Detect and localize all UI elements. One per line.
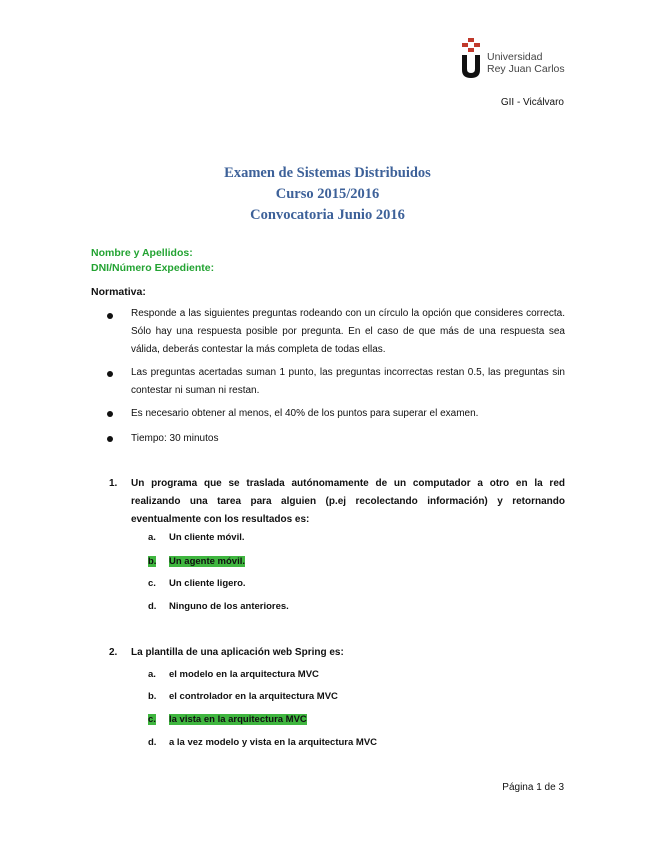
bullet-icon [107,313,113,319]
question-text: Un programa que se traslada autónomamente de un computador a otro en la red realizando una tarea para alguien (p.ej recolectando información) y retornando eventualmente con los resultados es: [131,478,565,525]
rules-heading: Normativa: [91,286,146,298]
option-letter: d. [148,601,157,612]
university-name-line2: Rey Juan Carlos [487,63,565,75]
campus-label: GII - Vicálvaro [500,97,564,108]
option-letter: b. [148,556,157,567]
question-number: 2. [109,647,118,658]
bullet-icon [107,371,113,377]
option-letter: a. [148,669,156,680]
option-letter: c. [148,714,156,725]
question-number: 1. [109,478,118,489]
university-crest-icon [460,38,482,78]
option-letter: c. [148,578,156,589]
name-field-label: Nombre y Apellidos: [91,247,193,259]
title-line-3: Convocatoria Junio 2016 [250,207,405,223]
option-text[interactable]: Un cliente ligero. [169,578,246,589]
bullet-icon [107,411,113,417]
option-text[interactable]: Un cliente móvil. [169,532,245,543]
student-fields [91,246,214,276]
option-letter: b. [148,691,157,702]
rule-item: Las preguntas acertadas suman 1 punto, las preguntas incorrectas restan 0.5, las preguntas sin contestar ni suman ni restan. [131,367,565,396]
university-name [487,51,565,75]
page-number: Página 1 de 3 [502,782,564,793]
option-text[interactable]: el modelo en la arquitectura MVC [169,669,319,680]
rule-item: Tiempo: 30 minutos [131,433,219,444]
university-logo [460,38,570,80]
university-name-line1: Universidad [487,51,543,63]
rule-item: Es necesario obtener al menos, el 40% de los puntos para superar el examen. [131,408,479,419]
option-text[interactable]: Ninguno de los anteriores. [169,601,289,612]
id-field-label: DNI/Número Expediente: [91,262,215,274]
title-line-2: Curso 2015/2016 [275,186,380,202]
rule-item: Responde a las siguientes preguntas rodeando con un círculo la opción que consideres correcta. Sólo hay una respuesta posible por pregunta. En el caso de que más de una respuesta sea válida, deberás contestar la más completa de todas ellas. [131,308,565,355]
exam-title [0,163,655,226]
title-line-1: Examen de Sistemas Distribuidos [224,165,431,181]
option-letter: a. [148,532,156,543]
option-text-highlighted[interactable]: la vista en la arquitectura MVC [169,714,307,725]
option-text[interactable]: a la vez modelo y vista en la arquitectura MVC [169,737,378,748]
question-text: La plantilla de una aplicación web Spring es: [131,647,344,658]
option-text[interactable]: el controlador en la arquitectura MVC [169,691,338,702]
option-text-highlighted[interactable]: Un agente móvil. [169,556,246,567]
bullet-icon [107,436,113,442]
option-letter: d. [148,737,157,748]
